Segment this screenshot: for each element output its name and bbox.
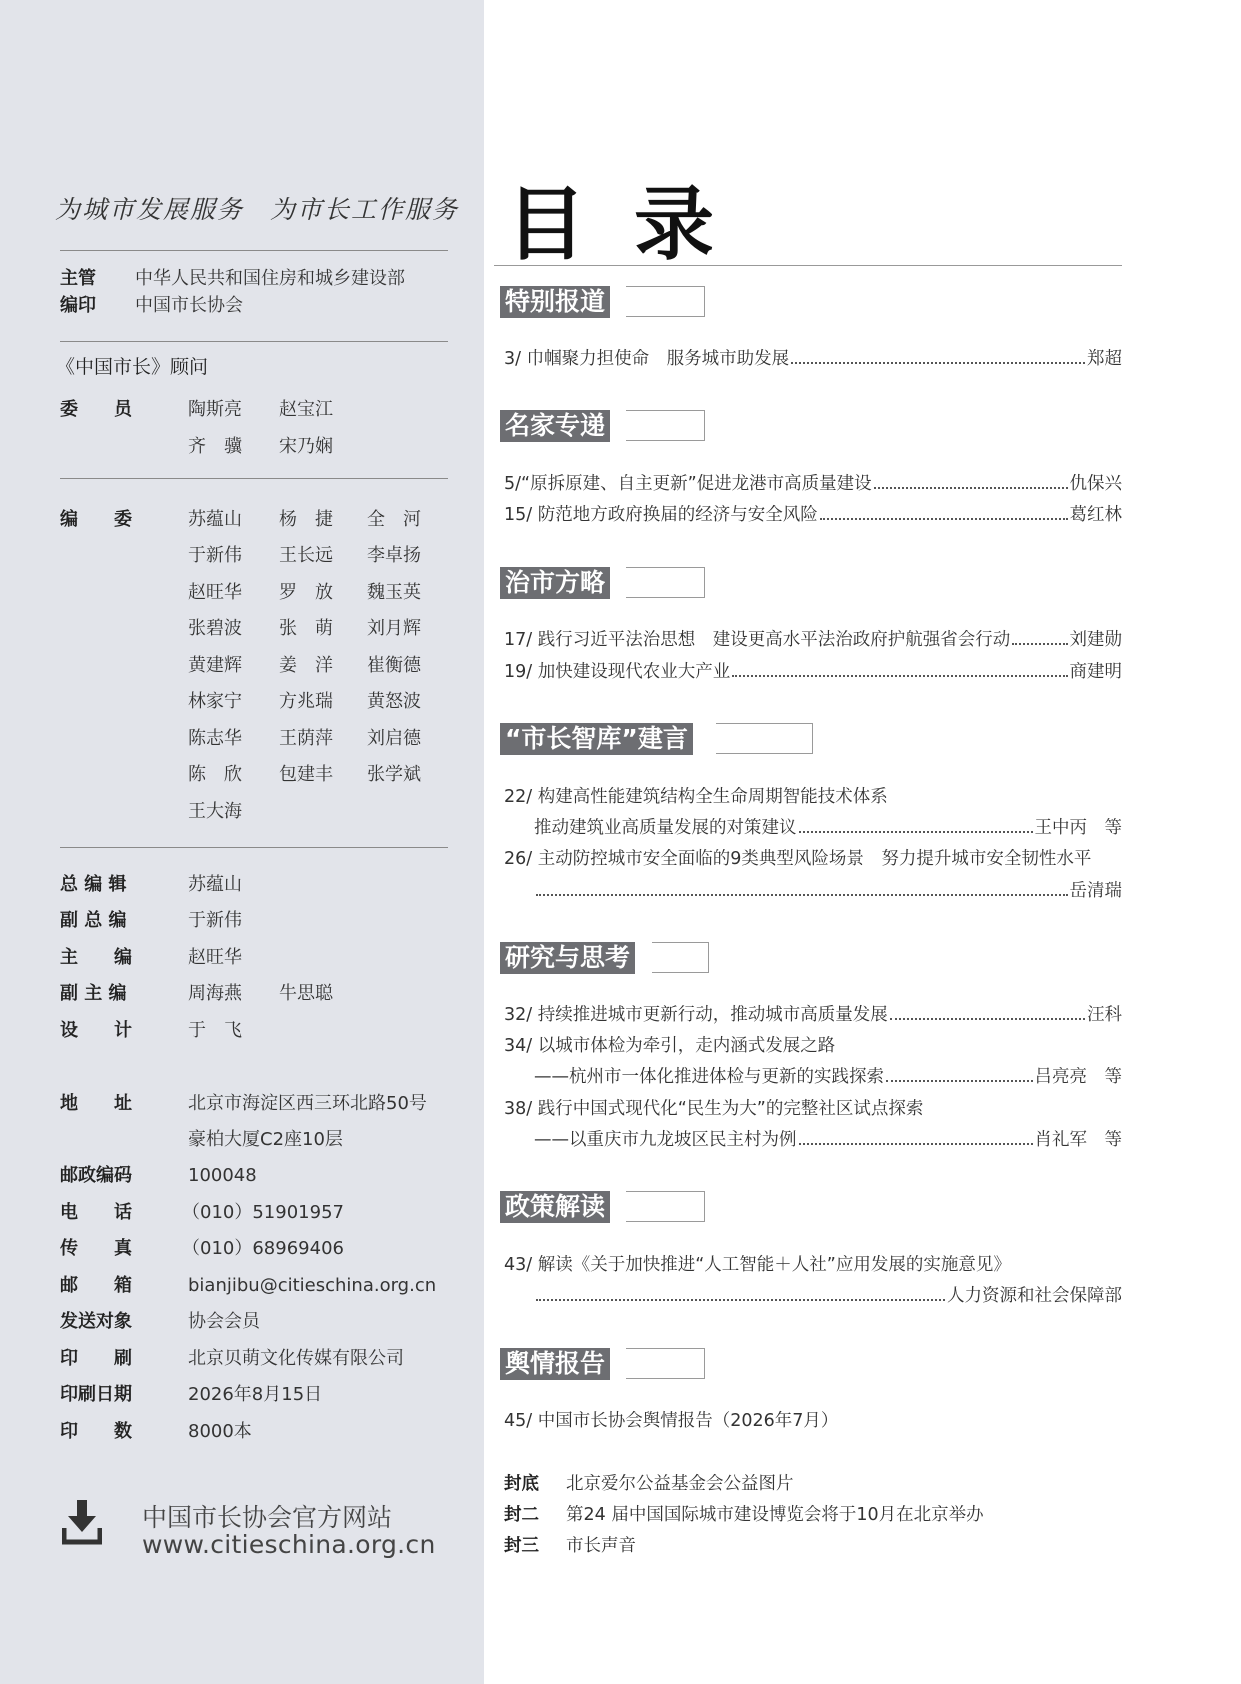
row-label: 邮 箱 <box>60 1275 132 1296</box>
person-name: 苏蕴山 <box>188 509 242 530</box>
toc-entry[interactable] <box>504 1095 1122 1123</box>
section-tag: “市长智库”建言 <box>500 723 693 755</box>
entry-author: 郑超 <box>1087 349 1122 369</box>
section-tag: 研究与思考 <box>500 942 635 974</box>
leader-dots <box>886 1080 1033 1082</box>
section-tag-box <box>626 567 705 598</box>
entry-title: 17/ 践行习近平法治思想 建设更高水平法治政府护航强省会行动 <box>504 630 1011 650</box>
entry-title: 15/ 防范地方政府换届的经济与安全风险 <box>504 505 818 525</box>
section-tag-box <box>626 410 705 441</box>
section-tag-box <box>626 1191 705 1222</box>
person-name: 陈志华 <box>188 728 242 749</box>
person-name: 赵旺华 <box>188 947 242 968</box>
section-tag-box <box>626 286 705 317</box>
toc-entry[interactable] <box>504 1407 1122 1435</box>
leader-dots <box>1012 643 1067 645</box>
toc-entry[interactable] <box>504 845 1122 873</box>
motto-part: 为城市发展服务 <box>55 195 245 224</box>
row-label: 副 总 编 <box>60 910 127 931</box>
entry-author: 商建明 <box>1069 662 1122 682</box>
row-label: 主 编 <box>60 947 132 968</box>
row-value: 协会会员 <box>188 1311 260 1332</box>
toc-entry[interactable] <box>504 1251 1122 1279</box>
entry-author: 肖礼军 等 <box>1034 1130 1122 1150</box>
entry-title: 推动建筑业高质量发展的对策建议 <box>534 818 797 838</box>
person-name: 于新伟 <box>188 910 242 931</box>
person-name: 宋乃娴 <box>279 436 333 457</box>
row-label: 印 刷 <box>60 1348 132 1369</box>
person-name: 姜 洋 <box>279 655 333 676</box>
entry-title: 32/ 持续推进城市更新行动，推动城市高质量发展 <box>504 1005 888 1025</box>
row-value: 8000本 <box>188 1421 252 1442</box>
person-name: 张 萌 <box>279 618 333 639</box>
section-tag: 特别报道 <box>500 286 610 318</box>
leader-dots <box>791 362 1085 364</box>
row-value: 北京贝萌文化传媒有限公司 <box>188 1348 404 1369</box>
person-name: 包建丰 <box>279 764 333 785</box>
section-tag: 政策解读 <box>500 1191 610 1223</box>
toc-entry[interactable] <box>534 1126 1122 1154</box>
toc-entry[interactable] <box>504 345 1122 373</box>
section-tag-box <box>626 1348 705 1379</box>
entry-title: ——以重庆市九龙坡区民主村为例 <box>534 1130 797 1150</box>
person-name: 林家宁 <box>188 691 242 712</box>
person-name: 牛思聪 <box>279 983 333 1004</box>
section-tag: 舆情报告 <box>500 1348 610 1380</box>
advisors-title: 《中国市长》顾问 <box>56 356 209 378</box>
phone-value: （010）51901957 <box>182 1202 344 1223</box>
leader-dots <box>799 1143 1033 1145</box>
person-name: 全 河 <box>367 509 421 530</box>
entry-title: 3/ 巾帼聚力担使命 服务城市助发展 <box>504 349 790 369</box>
cover-item <box>504 1531 636 1561</box>
motto <box>55 190 460 226</box>
person-name: 罗 放 <box>279 582 333 603</box>
download-icon <box>62 1498 102 1546</box>
cover-text: 市长声音 <box>566 1536 636 1556</box>
toc-entry[interactable] <box>504 1032 1122 1060</box>
entry-author: 王中丙 等 <box>1034 818 1122 838</box>
divider <box>60 250 448 251</box>
toc-entry[interactable] <box>534 814 1122 842</box>
row-label: 印 数 <box>60 1421 132 1442</box>
toc-entry[interactable] <box>504 626 1122 654</box>
cover-item <box>504 1469 794 1499</box>
toc-title: 目录 <box>506 178 762 271</box>
toc-entry[interactable] <box>534 1063 1122 1091</box>
leader-dots <box>799 831 1033 833</box>
toc-entry[interactable] <box>504 470 1122 498</box>
fax-value: （010）68969406 <box>182 1238 344 1259</box>
row-label: 电 话 <box>60 1202 132 1223</box>
entry-author: 葛红林 <box>1069 505 1122 525</box>
row-value: 中华人民共和国住房和城乡建设部 <box>135 268 405 289</box>
leader-dots <box>890 1018 1085 1020</box>
person-name: 张学斌 <box>367 764 421 785</box>
row-value: 100048 <box>188 1165 257 1186</box>
divider <box>60 847 448 848</box>
entry-title: 45/ 中国市长协会舆情报告（2026年7月） <box>504 1411 839 1431</box>
person-name: 赵旺华 <box>188 582 242 603</box>
entry-author: 刘建勋 <box>1069 630 1122 650</box>
row-label: 主管 <box>60 268 96 289</box>
entry-author: 汪科 <box>1087 1005 1122 1025</box>
person-name: 齐 骥 <box>188 436 242 457</box>
toc-entry[interactable] <box>534 877 1122 905</box>
person-name: 张碧波 <box>188 618 242 639</box>
row-value: 2026年8月15日 <box>188 1384 323 1405</box>
entry-title: 34/ 以城市体检为牵引，走内涵式发展之路 <box>504 1036 836 1056</box>
title-rule <box>494 265 1122 266</box>
leader-dots <box>820 518 1068 520</box>
row-value: 中国市长协会 <box>135 295 243 316</box>
person-name: 魏玉英 <box>367 582 421 603</box>
person-name: 王大海 <box>188 801 242 822</box>
toc-entry[interactable] <box>504 1001 1122 1029</box>
cover-text: 北京爱尔公益基金会公益图片 <box>566 1474 794 1494</box>
entry-author: 人力资源和社会保障部 <box>947 1286 1122 1306</box>
person-name: 黄怒波 <box>367 691 421 712</box>
entry-title: 26/ 主动防控城市安全面临的9类典型风险场景 努力提升城市安全韧性水平 <box>504 849 1092 869</box>
person-name: 于新伟 <box>188 545 242 566</box>
cover-label: 封三 <box>504 1536 539 1556</box>
toc-entry[interactable] <box>504 501 1122 529</box>
cover-label: 封二 <box>504 1505 539 1525</box>
cover-label: 封底 <box>504 1474 539 1494</box>
row-label: 地 址 <box>60 1093 132 1114</box>
entry-title: ——杭州市一体化推进体检与更新的实践探索 <box>534 1067 884 1087</box>
row-label: 邮政编码 <box>60 1165 132 1186</box>
motto-part: 为市长工作服务 <box>270 195 460 224</box>
email-link[interactable]: bianjibu@citieschina.org.cn <box>188 1275 437 1296</box>
toc-entry[interactable] <box>534 1282 1122 1310</box>
divider <box>60 478 448 479</box>
leader-dots <box>536 894 1068 896</box>
person-name: 陈 欣 <box>188 764 242 785</box>
row-label: 总 编 辑 <box>60 874 127 895</box>
cover-item <box>504 1500 984 1530</box>
person-name: 周海燕 <box>188 983 242 1004</box>
person-name: 于 飞 <box>188 1020 242 1041</box>
divider <box>60 341 448 342</box>
row-label: 编印 <box>60 295 96 316</box>
section-tag-box <box>652 942 709 973</box>
person-name: 陶斯亮 <box>188 399 242 420</box>
section-tag: 治市方略 <box>500 567 610 599</box>
leader-dots <box>732 675 1067 677</box>
entry-title: 19/ 加快建设现代农业大产业 <box>504 662 731 682</box>
person-name: 黄建辉 <box>188 655 242 676</box>
row-label: 副 主 编 <box>60 983 127 1004</box>
person-name: 刘启德 <box>367 728 421 749</box>
entry-title: 38/ 践行中国式现代化“民生为大”的完整社区试点探索 <box>504 1099 924 1119</box>
entry-author: 仇保兴 <box>1069 474 1122 494</box>
row-label: 设 计 <box>60 1020 132 1041</box>
row-label: 发送对象 <box>60 1311 132 1332</box>
person-name: 李卓扬 <box>367 545 421 566</box>
section-tag: 名家专递 <box>500 410 610 442</box>
row-value: 北京市海淀区西三环北路50号 <box>188 1093 427 1114</box>
person-name: 刘月辉 <box>367 618 421 639</box>
person-name: 苏蕴山 <box>188 874 242 895</box>
leader-dots <box>536 1299 945 1301</box>
entry-author: 岳清瑞 <box>1069 881 1122 901</box>
entry-title: 5/“原拆原建、自主更新”促进龙港市高质量建设 <box>504 474 872 494</box>
row-label: 传 真 <box>60 1238 132 1259</box>
row-label: 委 员 <box>60 399 132 420</box>
section-tag-box <box>716 723 813 754</box>
website-url[interactable]: www.citieschina.org.cn <box>142 1530 436 1559</box>
row-label: 编 委 <box>60 509 132 530</box>
leader-dots <box>874 487 1068 489</box>
masthead-panel <box>0 0 484 1684</box>
person-name: 方兆瑞 <box>279 691 333 712</box>
entry-title: 22/ 构建高性能建筑结构全生命周期智能技术体系 <box>504 787 888 807</box>
person-name: 赵宝江 <box>279 399 333 420</box>
person-name: 王长远 <box>279 545 333 566</box>
person-name: 崔衡德 <box>367 655 421 676</box>
cover-text: 第24 届中国国际城市建设博览会将于10月在北京举办 <box>566 1505 984 1525</box>
toc-entry[interactable] <box>504 783 1122 811</box>
website-title: 中国市长协会官方网站 <box>142 1503 393 1532</box>
entry-author: 吕亮亮 等 <box>1034 1067 1122 1087</box>
person-name: 杨 捷 <box>279 509 333 530</box>
toc-entry[interactable] <box>504 658 1122 686</box>
row-label: 印刷日期 <box>60 1384 132 1405</box>
row-value: 豪柏大厦C2座10层 <box>188 1129 343 1150</box>
person-name: 王荫萍 <box>279 728 333 749</box>
entry-title: 43/ 解读《关于加快推进“人工智能＋人社”应用发展的实施意见》 <box>504 1255 1011 1275</box>
